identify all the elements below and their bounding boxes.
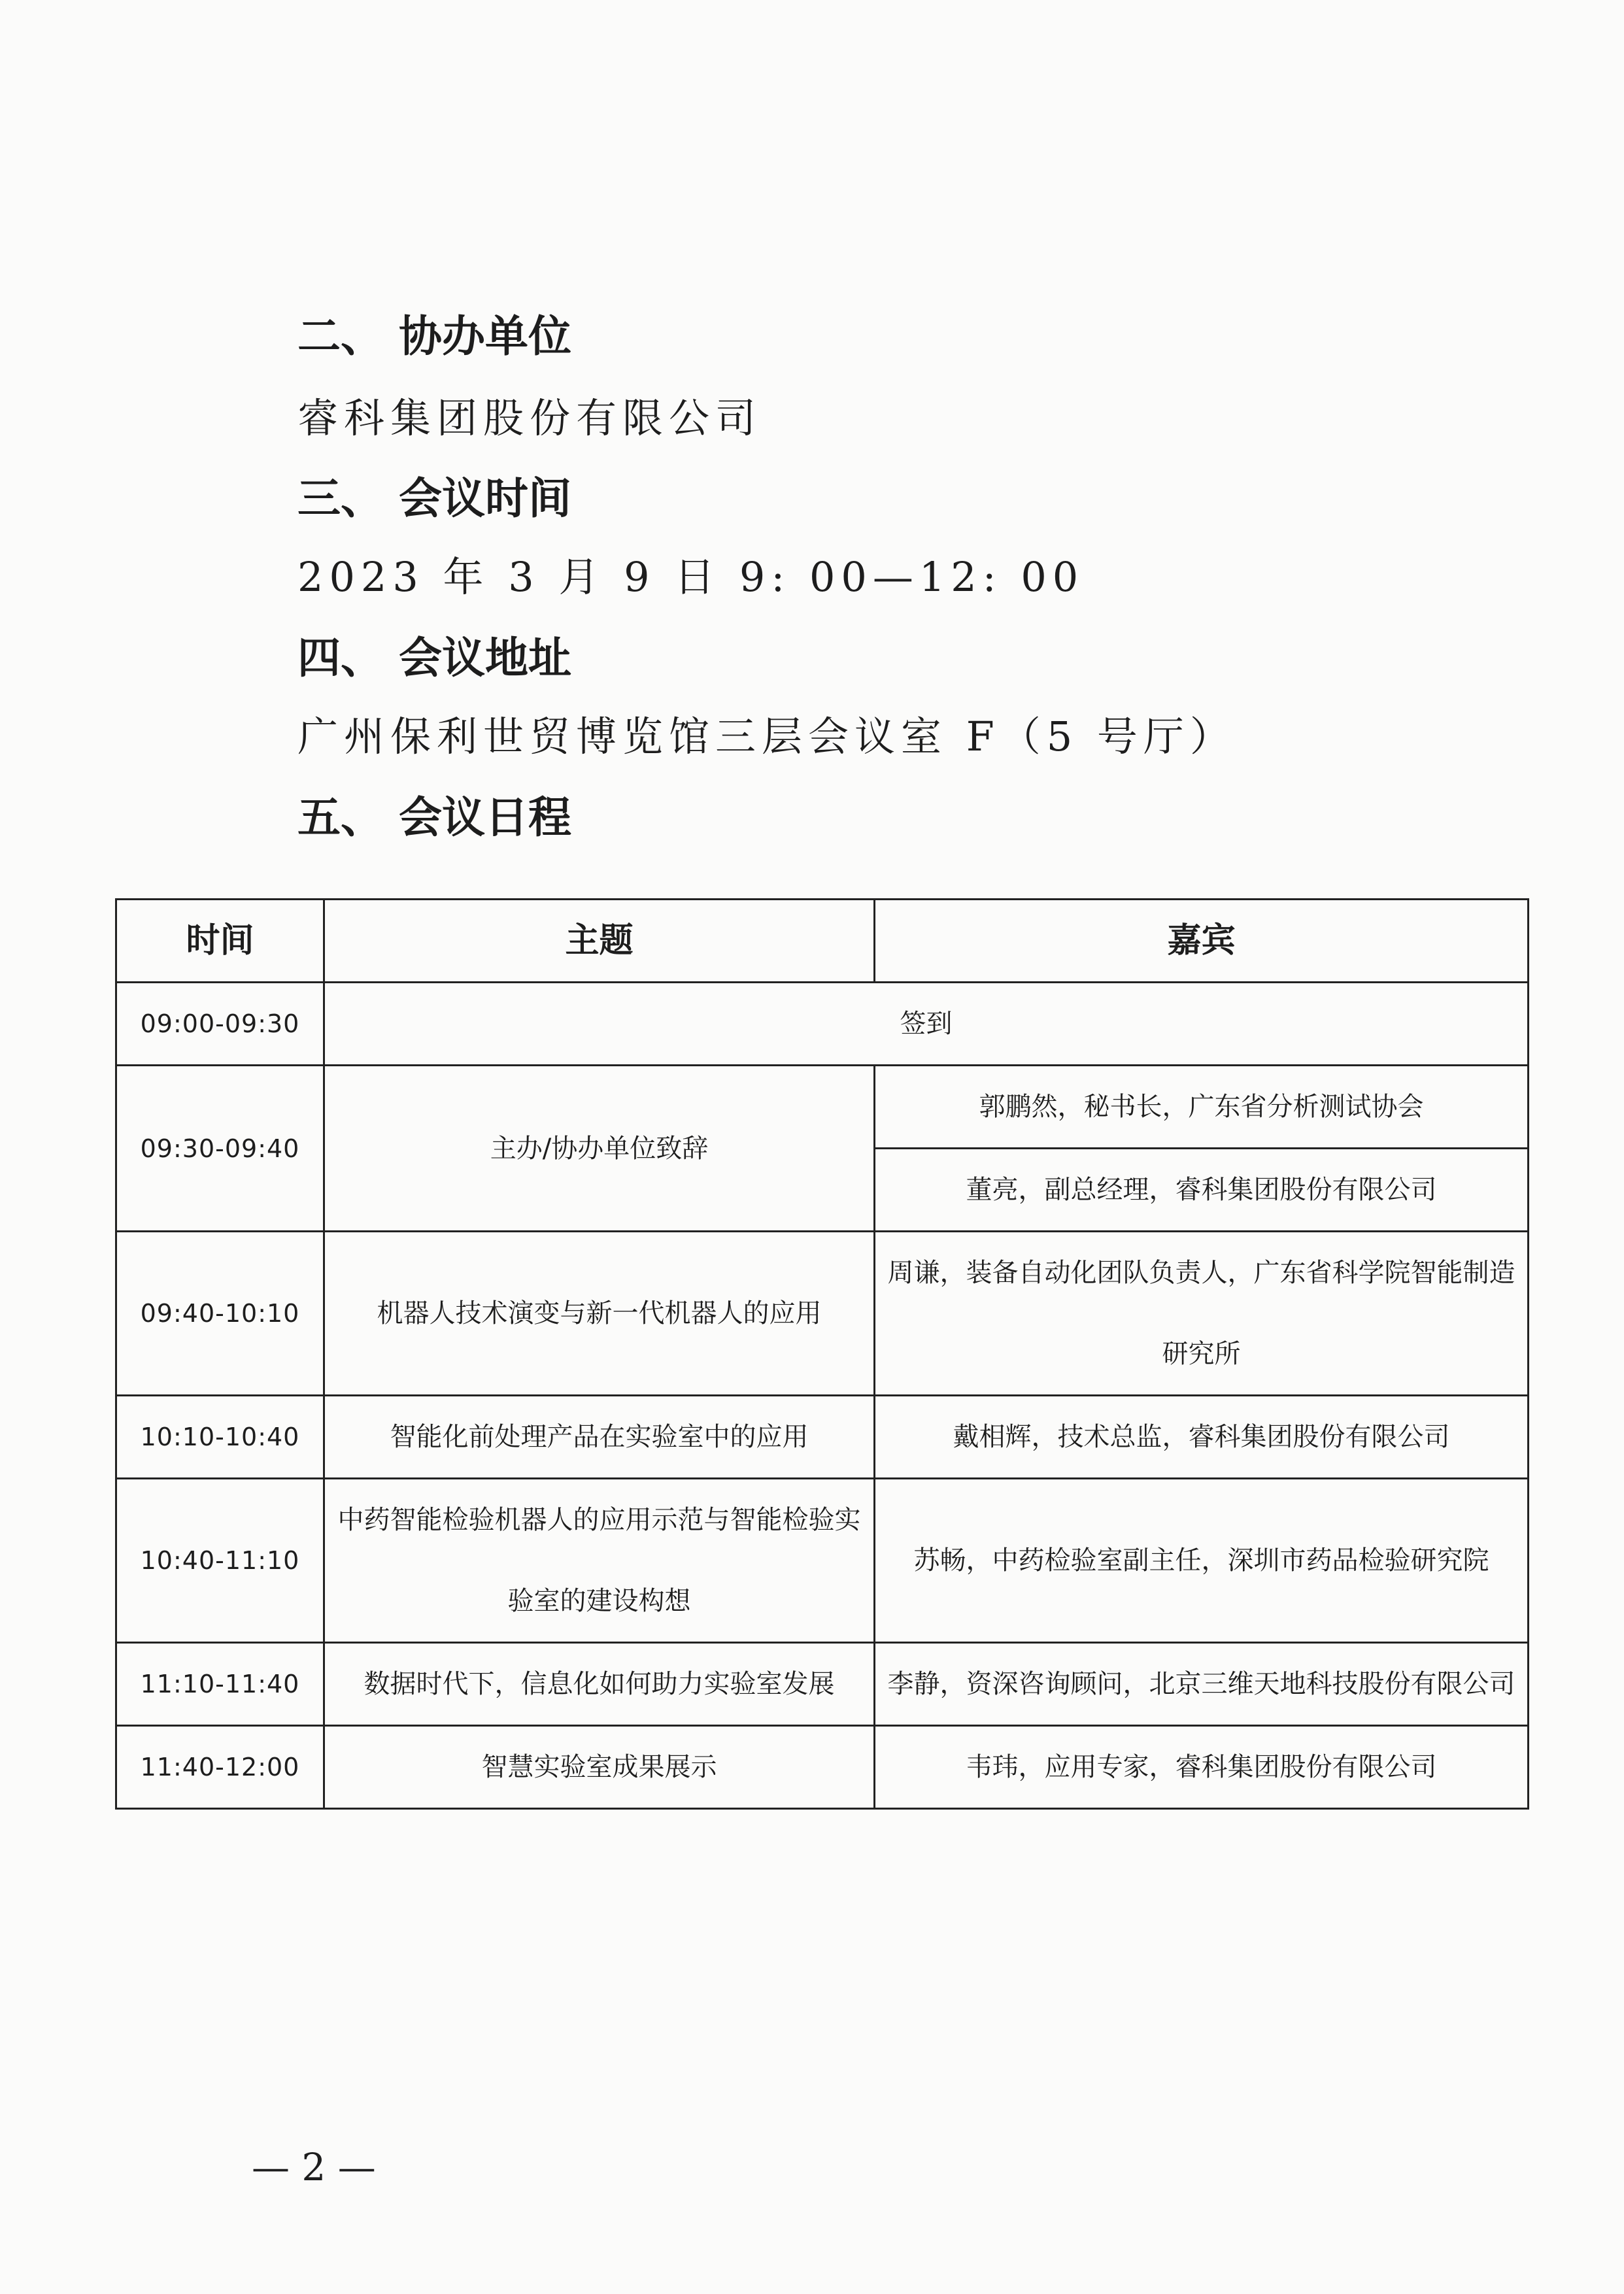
- row-topic: 签到: [324, 983, 1529, 1066]
- table-row: [116, 1066, 1529, 1149]
- table-row: [116, 1396, 1529, 1479]
- row-guest: 韦玮，应用专家，睿科集团股份有限公司: [875, 1726, 1529, 1809]
- row-topic: 智慧实验室成果展示: [324, 1726, 875, 1809]
- header-guests: 嘉宾: [875, 900, 1529, 983]
- table-row: [116, 1643, 1529, 1726]
- header-time: 时间: [116, 900, 324, 983]
- section-2-heading: 二、 协办单位: [297, 311, 571, 362]
- co-organizer-name: 睿科集团股份有限公司: [297, 394, 762, 442]
- row-guest: 李静，资深咨询顾问，北京三维天地科技股份有限公司: [875, 1643, 1529, 1726]
- table-row: [116, 1232, 1529, 1396]
- row-topic: 中药智能检验机器人的应用示范与智能检验实验室的建设构想: [324, 1479, 875, 1643]
- row-time: 11:40-12:00: [116, 1726, 324, 1809]
- row-time: 10:10-10:40: [116, 1396, 324, 1479]
- row-guest: 周谦，装备自动化团队负责人，广东省科学院智能制造研究所: [875, 1232, 1529, 1396]
- page-number: — 2 —: [252, 2145, 376, 2189]
- row-time: 09:30-09:40: [116, 1066, 324, 1232]
- row-guest: 郭鹏然，秘书长，广东省分析测试协会: [875, 1066, 1529, 1149]
- row-guest: 戴相辉，技术总监，睿科集团股份有限公司: [875, 1396, 1529, 1479]
- row-time: 09:40-10:10: [116, 1232, 324, 1396]
- row-time: 09:00-09:30: [116, 983, 324, 1066]
- row-guest: 苏畅，中药检验室副主任，深圳市药品检验研究院: [875, 1479, 1529, 1643]
- row-topic: 智能化前处理产品在实验室中的应用: [324, 1396, 875, 1479]
- meeting-time: 2023 年 3 月 9 日 9: 00—12: 00: [297, 553, 1085, 601]
- section-5-heading: 五、 会议日程: [297, 792, 571, 843]
- table-row: [116, 983, 1529, 1066]
- row-time: 10:40-11:10: [116, 1479, 324, 1643]
- section-4-heading: 四、 会议地址: [297, 633, 571, 683]
- table-row: [116, 1726, 1529, 1809]
- row-topic: 数据时代下，信息化如何助力实验室发展: [324, 1643, 875, 1726]
- row-time: 11:10-11:40: [116, 1643, 324, 1726]
- row-topic: 机器人技术演变与新一代机器人的应用: [324, 1232, 875, 1396]
- meeting-address: 广州保利世贸博览馆三层会议室 F（5 号厅）: [297, 713, 1236, 760]
- header-topic: 主题: [324, 900, 875, 983]
- section-3-heading: 三、 会议时间: [297, 473, 571, 524]
- row-topic: 主办/协办单位致辞: [324, 1066, 875, 1232]
- row-guest: 董亮，副总经理，睿科集团股份有限公司: [875, 1149, 1529, 1232]
- table-row: [116, 1479, 1529, 1643]
- table-header-row: [116, 900, 1529, 983]
- schedule-table: [115, 898, 1529, 1810]
